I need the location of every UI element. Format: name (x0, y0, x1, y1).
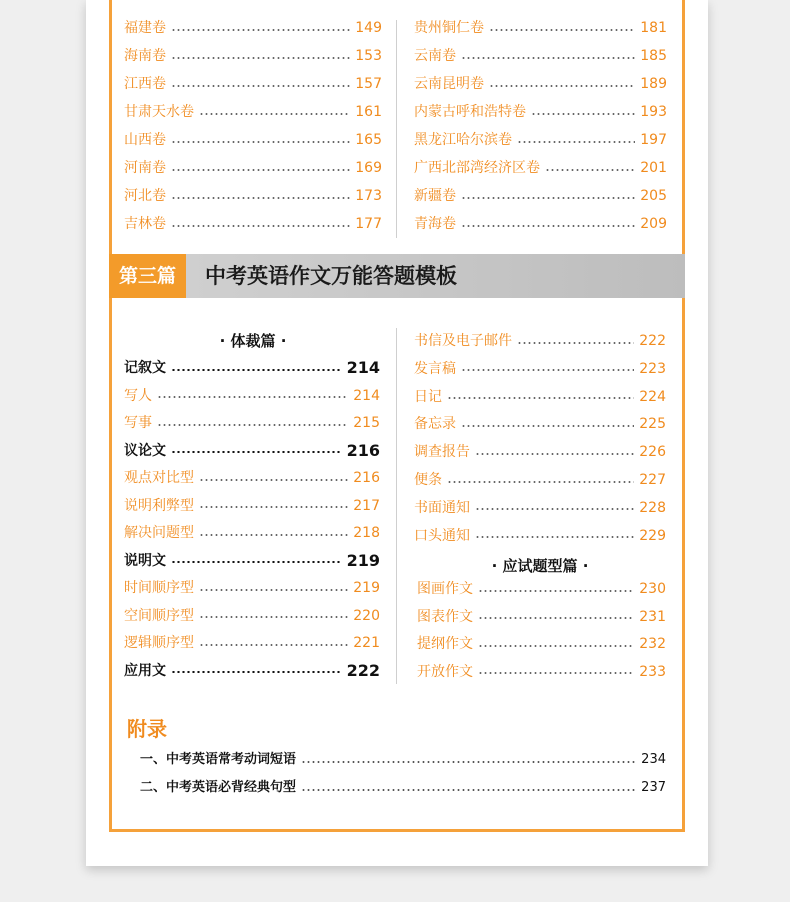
toc-entry (414, 129, 667, 151)
toc-entry-page: 169 (355, 160, 382, 176)
toc-entry-page: 229 (639, 527, 666, 544)
dot-leader (478, 645, 634, 647)
toc-entry (140, 749, 666, 771)
toc-entry-title: 书面通知 (414, 499, 470, 516)
toc-entry-title: 记叙文 (124, 360, 166, 376)
toc-entry (414, 157, 667, 179)
toc-entry-page: 237 (641, 780, 666, 795)
toc-entry-page: 230 (639, 581, 666, 597)
toc-entry-title: 福建卷 (124, 20, 166, 36)
toc-entry-page: 228 (639, 499, 666, 516)
dot-leader (171, 369, 342, 371)
toc-entry-page: 219 (353, 580, 380, 596)
toc-entry-title: 吉林卷 (124, 216, 166, 232)
dot-leader (461, 425, 634, 427)
dot-leader (475, 508, 634, 510)
toc-entry (414, 330, 666, 352)
toc-entry-page: 214 (346, 358, 380, 377)
toc-entry-title: 说明文 (124, 552, 166, 569)
toc-entry-page: 185 (640, 48, 667, 64)
toc-entry (124, 632, 380, 654)
toc-entry-title: 黑龙江哈尔滨卷 (414, 132, 512, 148)
toc-entry (124, 412, 380, 434)
toc-entry-page: 161 (355, 104, 382, 120)
toc-entry-title: 调查报告 (414, 444, 470, 461)
toc-entry-page: 234 (641, 752, 666, 767)
toc-entry-title: 写事 (124, 415, 152, 431)
toc-entry-title: 口头通知 (414, 527, 470, 544)
toc-entry (124, 550, 380, 572)
dot-leader (478, 672, 634, 674)
dot-leader (475, 536, 634, 538)
dot-leader (171, 85, 350, 87)
toc-entry-title: 河南卷 (124, 160, 166, 176)
toc-entry-page: 181 (640, 20, 667, 36)
toc-entry-title: 写人 (124, 387, 152, 404)
toc-entry-page: 216 (353, 470, 380, 486)
toc-entry-page: 225 (639, 416, 666, 433)
toc-entry (124, 101, 382, 123)
toc-entry-page: 232 (639, 636, 666, 652)
toc-entry-title: 空间顺序型 (124, 607, 194, 624)
toc-entry-title: 解决问题型 (124, 525, 194, 541)
dot-leader (171, 225, 350, 227)
toc-entry-title: 便条 (414, 472, 442, 488)
toc-entry (124, 660, 380, 682)
dot-leader (171, 451, 342, 453)
toc-entry-title: 云南昆明卷 (414, 76, 484, 92)
toc-entry (124, 73, 382, 95)
dot-leader (461, 369, 634, 371)
column-divider (396, 328, 397, 684)
toc-entry-title: 观点对比型 (124, 470, 194, 486)
exam-heading: · 应试题型篇 · (491, 557, 589, 575)
dot-leader (199, 113, 350, 115)
section-banner (109, 254, 685, 298)
toc-entry-title: 逻辑顺序型 (124, 635, 194, 651)
dot-leader (199, 589, 348, 591)
toc-entry-title: 广西北部湾经济区卷 (414, 160, 540, 176)
toc-entry-title: 甘肃天水卷 (124, 104, 194, 120)
toc-entry-page: 217 (353, 497, 380, 514)
toc-entry (140, 777, 666, 799)
toc-entry-page: 173 (355, 188, 382, 204)
toc-entry-title: 山西卷 (124, 132, 166, 148)
dot-leader (301, 761, 636, 763)
toc-entry-title: 议论文 (124, 442, 166, 459)
dot-leader (199, 506, 348, 508)
toc-entry (124, 129, 382, 151)
toc-entry (414, 213, 667, 235)
toc-entry-page: 149 (355, 20, 382, 36)
dot-leader (461, 197, 635, 199)
toc-entry-page: 223 (639, 360, 666, 377)
toc-entry (414, 73, 667, 95)
toc-entry-title: 图画作文 (417, 581, 473, 597)
toc-entry (414, 441, 666, 463)
toc-entry (417, 661, 666, 683)
dot-leader (475, 453, 634, 455)
toc-entry-title: 江西卷 (124, 76, 166, 92)
toc-entry-page: 165 (355, 132, 382, 148)
dot-leader (171, 169, 350, 171)
appendix-title: 附录 (127, 717, 167, 741)
toc-entry (414, 17, 667, 39)
toc-entry (414, 101, 667, 123)
toc-entry (414, 525, 666, 547)
toc-entry-title: 新疆卷 (414, 188, 456, 204)
toc-entry (124, 357, 380, 379)
toc-entry-page: 209 (640, 216, 667, 232)
toc-entry-title: 备忘录 (414, 416, 456, 433)
toc-entry (414, 497, 666, 519)
toc-entry (124, 157, 382, 179)
toc-entry-page: 201 (640, 160, 667, 176)
dot-leader (517, 342, 634, 344)
dot-leader (447, 481, 634, 483)
dot-leader (531, 113, 635, 115)
dot-leader (157, 424, 348, 426)
toc-entry-title: 河北卷 (124, 188, 166, 204)
toc-entry (124, 467, 380, 489)
toc-entry-page: 216 (346, 440, 380, 460)
toc-entry-page: 193 (640, 104, 667, 120)
toc-entry-title: 发言稿 (414, 360, 456, 377)
section-number: 第三篇 (109, 254, 186, 298)
dot-leader (478, 617, 634, 619)
dot-leader (545, 169, 635, 171)
toc-entry-page: 197 (640, 132, 667, 148)
toc-entry-page: 205 (640, 188, 667, 204)
toc-entry (414, 386, 666, 408)
dot-leader (301, 789, 636, 791)
genre-heading: · 体裁篇 · (219, 332, 287, 350)
toc-entry-title: 贵州铜仁卷 (414, 20, 484, 36)
toc-entry (124, 605, 380, 627)
toc-entry-page: 218 (353, 525, 380, 541)
toc-entry (417, 578, 666, 600)
toc-entry-page: 177 (355, 216, 382, 232)
dot-leader (157, 396, 348, 398)
dot-leader (199, 534, 348, 536)
toc-entry-title: 提纲作文 (417, 636, 473, 652)
toc-entry-page: 226 (639, 444, 666, 461)
dot-leader (461, 225, 635, 227)
dot-leader (171, 671, 342, 673)
toc-entry (124, 45, 382, 67)
toc-entry-title: 图表作文 (417, 608, 473, 625)
toc-entry-title: 说明利弊型 (124, 497, 194, 514)
toc-entry (417, 606, 666, 628)
dot-leader (489, 29, 635, 31)
toc-entry-page: 189 (640, 76, 667, 92)
toc-entry (414, 413, 666, 435)
dot-leader (171, 29, 350, 31)
dot-leader (199, 644, 348, 646)
toc-entry-page: 222 (639, 333, 666, 349)
toc-entry-page: 233 (639, 663, 666, 680)
toc-entry (124, 185, 382, 207)
toc-entry-title: 时间顺序型 (124, 580, 194, 596)
toc-entry-page: 227 (639, 472, 666, 488)
toc-entry (417, 633, 666, 655)
dot-leader (199, 479, 348, 481)
toc-entry-title: 开放作文 (417, 663, 473, 680)
toc-entry (124, 17, 382, 39)
toc-entry (124, 577, 380, 599)
toc-entry-page: 157 (355, 76, 382, 92)
toc-entry-title: 日记 (414, 388, 442, 405)
toc-entry (124, 385, 380, 407)
toc-entry-page: 215 (353, 415, 380, 431)
toc-entry (414, 469, 666, 491)
toc-entry-title: 青海卷 (414, 216, 456, 232)
toc-entry-title: 书信及电子邮件 (414, 333, 512, 349)
toc-entry-page: 222 (346, 660, 380, 680)
toc-entry-title: 二、中考英语必背经典句型 (140, 780, 297, 795)
toc-entry-page: 214 (353, 387, 380, 404)
dot-leader (461, 57, 635, 59)
toc-entry-title: 海南卷 (124, 48, 166, 64)
toc-entry (414, 45, 667, 67)
column-divider (396, 20, 397, 238)
toc-entry (124, 522, 380, 544)
toc-entry (124, 213, 382, 235)
toc-entry-page: 224 (639, 388, 666, 405)
section-title: 中考英语作文万能答题模板 (205, 264, 457, 288)
dot-leader (199, 616, 348, 618)
toc-entry (414, 358, 666, 380)
toc-entry-title: 云南卷 (414, 48, 456, 64)
dot-leader (171, 57, 350, 59)
toc-entry (124, 495, 380, 517)
toc-entry (414, 185, 667, 207)
dot-leader (171, 141, 350, 143)
toc-entry-title: 一、中考英语常考动词短语 (140, 752, 297, 767)
toc-entry-page: 220 (353, 607, 380, 624)
toc-entry-page: 231 (639, 608, 666, 625)
dot-leader (489, 85, 635, 87)
dot-leader (478, 590, 634, 592)
toc-entry-title: 内蒙古呼和浩特卷 (414, 104, 526, 120)
toc-entry-page: 219 (346, 550, 380, 570)
dot-leader (171, 561, 342, 563)
toc-entry-page: 153 (355, 48, 382, 64)
dot-leader (447, 397, 634, 399)
dot-leader (171, 197, 350, 199)
toc-entry-title: 应用文 (124, 662, 166, 679)
toc-entry-page: 221 (353, 635, 380, 651)
toc-entry (124, 440, 380, 462)
dot-leader (517, 141, 635, 143)
